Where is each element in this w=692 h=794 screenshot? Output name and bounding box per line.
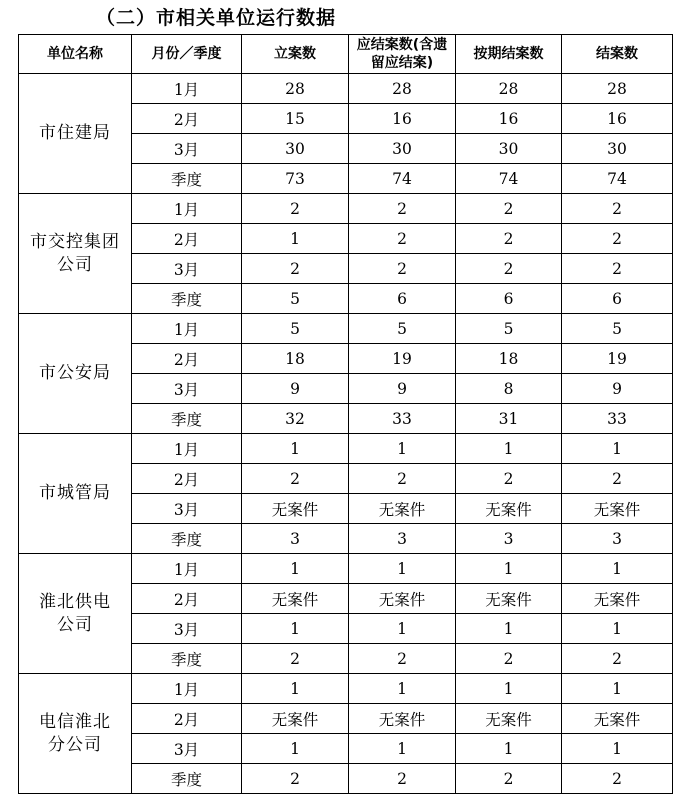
due-count-cell: 16 [349,104,456,134]
due-count-cell: 19 [349,344,456,374]
filed-count-cell: 2 [242,194,349,224]
closed-count-cell: 28 [562,74,673,104]
due-count-cell: 2 [349,194,456,224]
due-count-cell: 74 [349,164,456,194]
due-count-cell: 5 [349,314,456,344]
ontime-count-cell: 3 [456,524,562,554]
period-cell: 1月 [132,554,242,584]
closed-count-cell: 16 [562,104,673,134]
closed-count-cell: 3 [562,524,673,554]
filed-count-cell: 15 [242,104,349,134]
due-count-cell: 无案件 [349,584,456,614]
closed-count-cell: 2 [562,644,673,674]
filed-count-cell: 无案件 [242,494,349,524]
unit-name-line: 市公安局 [39,363,111,383]
period-cell: 3月 [132,374,242,404]
closed-count-cell: 9 [562,374,673,404]
filed-count-cell: 73 [242,164,349,194]
header-due-count-line1: 应结案数(含遗 [356,37,448,53]
header-row [19,35,673,74]
ontime-count-cell: 31 [456,404,562,434]
period-cell: 3月 [132,494,242,524]
period-cell: 3月 [132,254,242,284]
closed-count-cell: 1 [562,434,673,464]
closed-count-cell: 无案件 [562,584,673,614]
closed-count-cell: 30 [562,134,673,164]
unit-name-line: 市城管局 [39,483,111,503]
closed-count-cell: 2 [562,764,673,794]
closed-count-cell: 74 [562,164,673,194]
ontime-count-cell: 1 [456,674,562,704]
filed-count-cell: 1 [242,224,349,254]
period-cell: 1月 [132,314,242,344]
table-row [19,74,673,104]
due-count-cell: 1 [349,734,456,764]
due-count-cell: 2 [349,764,456,794]
filed-count-cell: 32 [242,404,349,434]
filed-count-cell: 18 [242,344,349,374]
due-count-cell: 2 [349,254,456,284]
table-row [19,314,673,344]
due-count-cell: 1 [349,554,456,584]
unit-name-line: 公司 [57,254,93,275]
ontime-count-cell: 74 [456,164,562,194]
ontime-count-cell: 1 [456,554,562,584]
closed-count-cell: 19 [562,344,673,374]
unit-name-line: 电信淮北 [39,711,111,732]
unit-name-line: 公司 [57,614,93,635]
closed-count-cell: 33 [562,404,673,434]
due-count-cell: 30 [349,134,456,164]
period-cell: 1月 [132,74,242,104]
period-cell: 季度 [132,164,242,194]
filed-count-cell: 1 [242,734,349,764]
filed-count-cell: 30 [242,134,349,164]
header-due-count [349,35,456,74]
filed-count-cell: 无案件 [242,584,349,614]
period-cell: 1月 [132,434,242,464]
closed-count-cell: 2 [562,254,673,284]
filed-count-cell: 2 [242,464,349,494]
table-row [19,194,673,224]
period-cell: 季度 [132,284,242,314]
due-count-cell: 无案件 [349,494,456,524]
closed-count-cell: 2 [562,464,673,494]
period-cell: 3月 [132,614,242,644]
filed-count-cell: 1 [242,554,349,584]
table-row [19,554,673,584]
closed-count-cell: 5 [562,314,673,344]
closed-count-cell: 1 [562,734,673,764]
due-count-cell: 28 [349,74,456,104]
ontime-count-cell: 30 [456,134,562,164]
filed-count-cell: 2 [242,644,349,674]
period-cell: 2月 [132,224,242,254]
due-count-cell: 2 [349,464,456,494]
unit-name-line: 市交控集团 [30,231,120,252]
table-row [19,674,673,704]
due-count-cell: 2 [349,644,456,674]
ontime-count-cell: 5 [456,314,562,344]
period-cell: 3月 [132,734,242,764]
closed-count-cell: 2 [562,224,673,254]
unit-name-line: 分公司 [48,734,102,755]
header-ontime-count: 按期结案数 [456,35,562,74]
due-count-cell: 1 [349,674,456,704]
filed-count-cell: 1 [242,614,349,644]
filed-count-cell: 2 [242,764,349,794]
closed-count-cell: 无案件 [562,704,673,734]
filed-count-cell: 1 [242,434,349,464]
unit-name-cell [19,314,132,434]
filed-count-cell: 5 [242,314,349,344]
period-cell: 2月 [132,104,242,134]
unit-data-table [18,34,673,794]
header-closed-count: 结案数 [562,35,673,74]
period-cell: 3月 [132,134,242,164]
period-cell: 1月 [132,674,242,704]
filed-count-cell: 28 [242,74,349,104]
closed-count-cell: 1 [562,614,673,644]
unit-name-cell [19,674,132,794]
period-cell: 1月 [132,194,242,224]
header-period: 月份／季度 [132,35,242,74]
filed-count-cell: 2 [242,254,349,284]
due-count-cell: 无案件 [349,704,456,734]
filed-count-cell: 5 [242,284,349,314]
ontime-count-cell: 8 [456,374,562,404]
filed-count-cell: 3 [242,524,349,554]
filed-count-cell: 9 [242,374,349,404]
ontime-count-cell: 2 [456,194,562,224]
due-count-cell: 1 [349,434,456,464]
ontime-count-cell: 2 [456,464,562,494]
closed-count-cell: 1 [562,674,673,704]
ontime-count-cell: 28 [456,74,562,104]
ontime-count-cell: 1 [456,734,562,764]
ontime-count-cell: 16 [456,104,562,134]
ontime-count-cell: 2 [456,644,562,674]
unit-name-cell [19,194,132,314]
period-cell: 2月 [132,584,242,614]
due-count-cell: 1 [349,614,456,644]
table-row [19,434,673,464]
ontime-count-cell: 2 [456,764,562,794]
period-cell: 季度 [132,524,242,554]
filed-count-cell: 无案件 [242,704,349,734]
ontime-count-cell: 无案件 [456,494,562,524]
ontime-count-cell: 2 [456,254,562,284]
ontime-count-cell: 无案件 [456,584,562,614]
period-cell: 2月 [132,344,242,374]
header-due-count-line2: 留应结案) [370,55,434,71]
due-count-cell: 3 [349,524,456,554]
unit-name-cell [19,554,132,674]
unit-name-line: 市住建局 [39,123,111,143]
due-count-cell: 6 [349,284,456,314]
closed-count-cell: 2 [562,194,673,224]
ontime-count-cell: 2 [456,224,562,254]
closed-count-cell: 6 [562,284,673,314]
header-filed-count: 立案数 [242,35,349,74]
section-title: （二）市相关单位运行数据 [96,7,337,29]
period-cell: 2月 [132,704,242,734]
closed-count-cell: 无案件 [562,494,673,524]
period-cell: 季度 [132,764,242,794]
closed-count-cell: 1 [562,554,673,584]
filed-count-cell: 1 [242,674,349,704]
unit-name-cell [19,434,132,554]
unit-name-line: 淮北供电 [39,591,111,612]
period-cell: 2月 [132,464,242,494]
ontime-count-cell: 无案件 [456,704,562,734]
header-unit-name: 单位名称 [19,35,132,74]
period-cell: 季度 [132,644,242,674]
due-count-cell: 33 [349,404,456,434]
unit-name-cell [19,74,132,194]
due-count-cell: 9 [349,374,456,404]
ontime-count-cell: 6 [456,284,562,314]
period-cell: 季度 [132,404,242,434]
due-count-cell: 2 [349,224,456,254]
ontime-count-cell: 1 [456,434,562,464]
ontime-count-cell: 1 [456,614,562,644]
ontime-count-cell: 18 [456,344,562,374]
